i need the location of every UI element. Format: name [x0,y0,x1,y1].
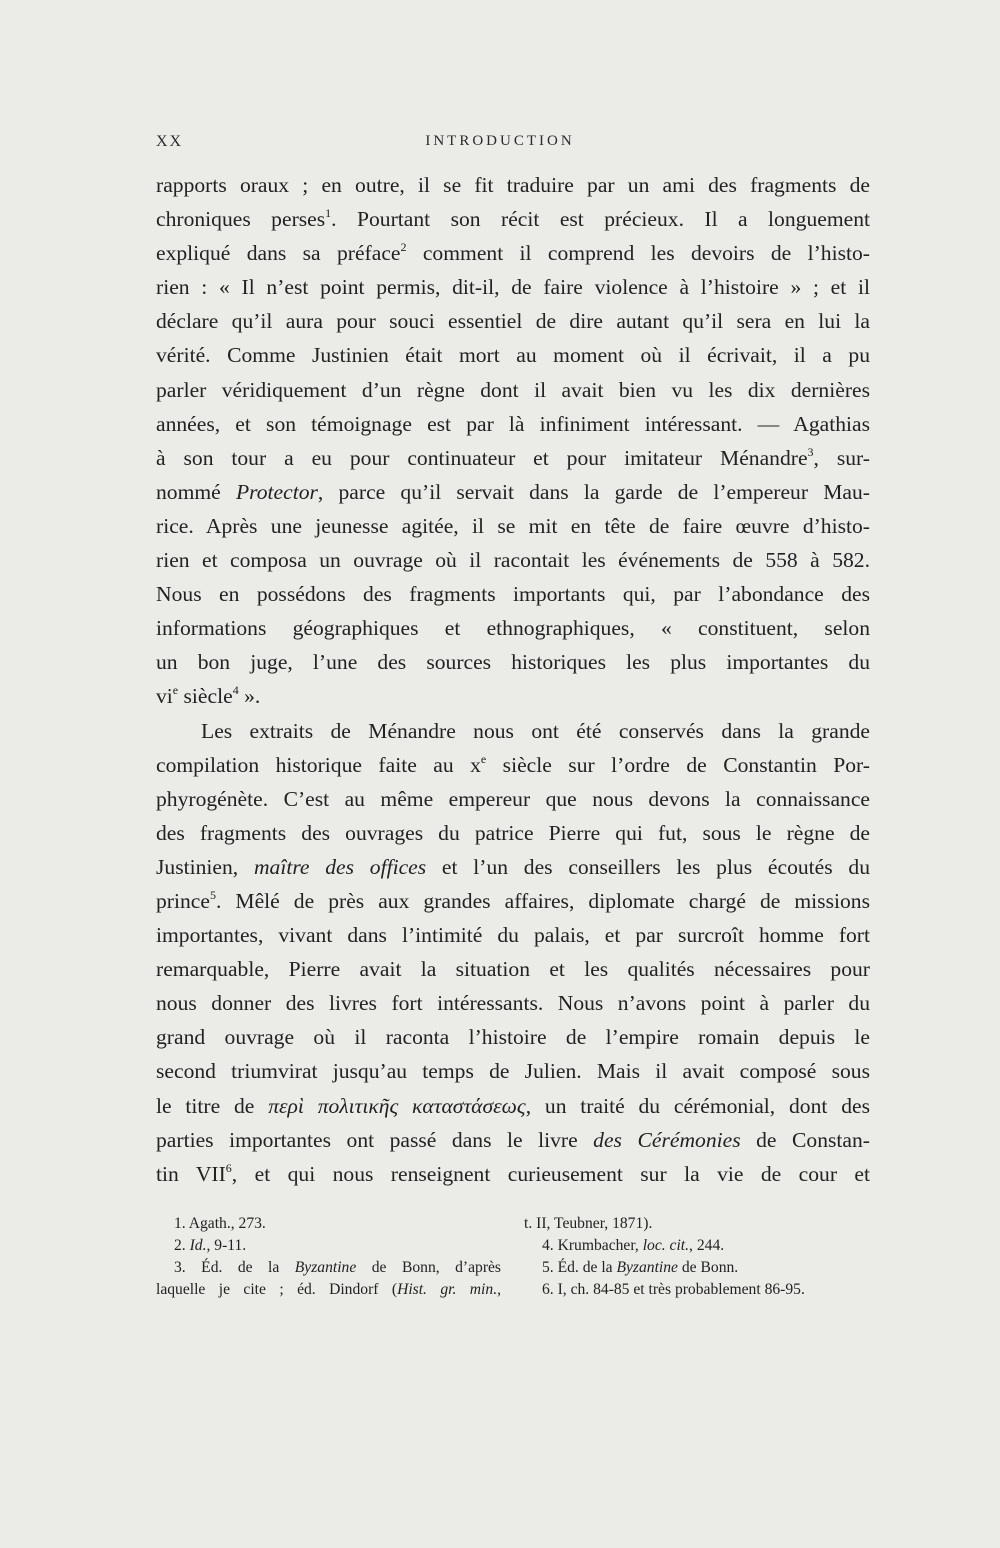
text-line: un bon juge, l’une des sources historiques les plus importantes du [156,650,870,675]
footnote-continuation: t. II, Teubner, 1871). [524,1215,653,1232]
text-line: compilation historique faite au $x^e$ siècle sur l’ordre de Constantin Por- [156,751,870,777]
footnotes-right-column [524,1213,869,1301]
footnote: 1. Agath., 273. [174,1215,266,1232]
footnote: 5. Éd. de la Byzantine de Bonn. [542,1259,739,1276]
text-line: parler véridiquement d’un règne dont il avait bien vu les dix dernières [156,377,870,402]
footnote-mark: 6 [225,1160,232,1175]
text-line: chroniques perses$^1$. Pourtant son récit est précieux. Il a longuement [156,206,871,232]
footnote-mark: 4 [232,683,239,698]
text-line: $vi^e$ siècle$^4$ ». [156,683,261,709]
text-line: des fragments des ouvrages du patrice Pierre qui fut, sous le règne de [156,820,870,845]
italic-term: maître des offices [253,854,427,879]
footnote: 4. Krumbacher, loc. cit., 244. [542,1237,725,1254]
text-line: grand ouvrage où il raconta l’histoire de l’empire romain depuis le [156,1025,870,1050]
footnote: 6. I, ch. 84-85 et très probablement 86-95. [542,1281,805,1298]
text-line: rapports oraux ; en outre, il se fit traduire par un ami des fragments de [156,173,870,197]
text-line: nous donner des livres fort intéressants. Nous n’avons point à parler du [156,991,870,1016]
footnote-mark: 1 [325,206,332,221]
text-line: vérité. Comme Justinien était mort au moment où il écrivait, il a pu [156,343,870,368]
text-line: rien : « Il n’est point permis, dit-il, de faire violence à l’histoire » ; et il [156,275,870,300]
footnote-mark: 5 [209,887,216,902]
footnote-mark: 2 [400,240,407,255]
text-line: phyrogénète. C’est au même empereur que nous devons la connaissance [156,786,870,811]
italic-term: des Cérémonies [593,1127,741,1152]
text-line: prince$^5$. Mêlé de près aux grandes affaires, diplomate chargé de missions [156,887,870,913]
body-text [156,168,870,1191]
text-line: années, et son témoignage est par là infiniment intéressant. — Agathias [156,411,870,436]
page-number: XX [156,133,184,150]
text-line: remarquable, Pierre avait la situation et les qualités nécessaires pour [156,957,870,982]
running-title: INTRODUCTION [425,133,575,149]
text-line: rien et composa un ouvrage où il racontait les événements de 558 à 582. [156,548,870,573]
text-line: informations géographiques et ethnographiques, « constituent, selon [156,616,870,641]
text-line: rice. Après une jeunesse agitée, il se mit en tête de faire œuvre d’histo- [156,513,870,538]
text-line: expliqué dans sa préface$^2$ comment il comprend les devoirs de l’histo- [156,240,870,266]
footnote-mark: 3 [807,444,814,459]
text-line: Les extraits de Ménandre nous ont été conservés dans la grande [201,718,870,743]
footnote: 2. Id., 9-11. [174,1237,247,1254]
greek-title: περὶ πολιτικῆς καταστάσεως [268,1093,526,1118]
text-line: second triumvirat jusqu’au temps de Julien. Mais il avait composé sous [156,1059,870,1084]
text-line: tin VII$^6$, et qui nous renseignent curieusement sur la vie de cour et [156,1160,871,1186]
text-line: Justinien, maître des offices et l’un des conseillers les plus écoutés du [156,854,871,879]
text-line: à son tour a eu pour continuateur et pour imitateur Ménandre$^3$, sur- [156,444,870,470]
text-line: nommé Protector, parce qu’il servait dans la garde de l’empereur Mau- [156,479,870,504]
text-line: Nous en possédons des fragments importants qui, par l’abondance des [156,582,870,607]
footnote: 3. Éd. de la Byzantine de Bonn, d’après [174,1259,501,1276]
text-line: importantes, vivant dans l’intimité du palais, et par surcroît homme fort [156,923,870,948]
text-line: parties importantes ont passé dans le livre des Cérémonies de Constan- [156,1127,870,1152]
italic-term: Protector [235,479,318,504]
footnotes-left-column [156,1213,501,1301]
text-line: déclare qu’il aura pour souci essentiel de dire autant qu’il sera en lui la [156,309,870,334]
text-line: le titre de περὶ πολιτικῆς καταστάσεως, un traité du cérémonial, dont des [156,1093,871,1118]
footnote-continuation: laquelle je cite ; éd. Dindorf (Hist. gr. min., [156,1281,501,1298]
